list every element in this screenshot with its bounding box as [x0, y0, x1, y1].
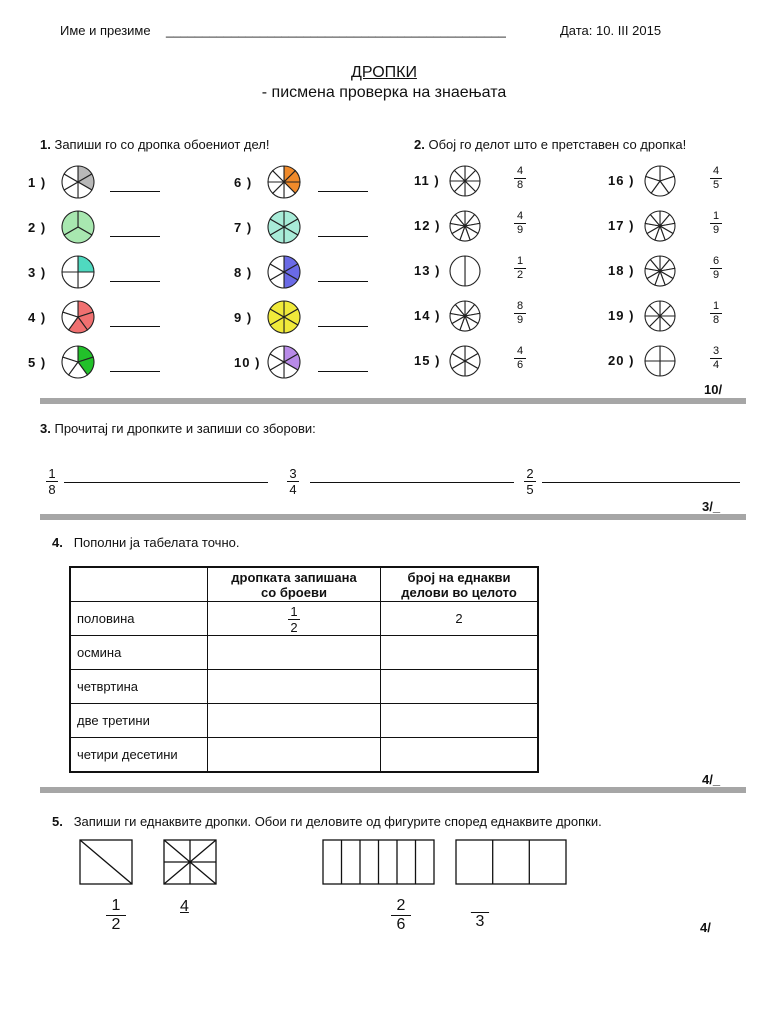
task5-number: 5.	[52, 814, 63, 829]
fraction-numerator: 1	[712, 210, 720, 222]
fraction-denominator: 4	[712, 359, 720, 371]
task1-text: Запиши го со дропка обоениот дел!	[54, 137, 270, 152]
fraction-numerator: 6	[712, 255, 720, 267]
item-number: 8 )	[234, 265, 253, 280]
name-blank[interactable]: _______________________________________________	[166, 23, 506, 38]
name-label: Име и презиме	[60, 23, 151, 38]
fraction-numerator: 2	[396, 897, 406, 914]
item-number: 9 )	[234, 310, 253, 325]
item-number: 1 )	[28, 175, 47, 190]
task4-number: 4.	[52, 535, 63, 550]
item-number: 11 )	[414, 173, 440, 188]
item-number: 16 )	[608, 173, 635, 188]
date-label: Дата: 10. III 2015	[560, 23, 662, 38]
fraction-denominator: 9	[712, 269, 720, 281]
item-number: 12 )	[414, 218, 441, 233]
item-number: 13 )	[414, 263, 441, 278]
item-number: 19 )	[608, 308, 635, 323]
fraction-denominator: 9	[516, 314, 524, 326]
fraction-denominator: 5	[712, 179, 720, 191]
fraction-numerator: 1	[48, 466, 56, 481]
item-number: 6 )	[234, 175, 253, 190]
item-number: 20 )	[608, 353, 635, 368]
fraction-numerator: 1	[290, 603, 298, 619]
header-line: со броеви	[261, 584, 327, 600]
fraction-numerator: 4	[516, 345, 524, 357]
task2-text: Обој го делот што е претставен со дропка!	[428, 137, 687, 152]
item-number: 14 )	[414, 308, 441, 323]
item-number: 5 )	[28, 355, 47, 370]
header-line: дропката запишана	[231, 569, 357, 585]
fraction-denominator: 4	[289, 482, 297, 497]
task5-fraction-1	[106, 898, 126, 933]
parts-cell[interactable]: 2	[381, 602, 539, 636]
item-number: 18 )	[608, 263, 635, 278]
task5-score: 4/	[700, 920, 711, 935]
fraction-numerator: 4	[516, 210, 524, 222]
fraction-numerator: 4	[712, 165, 720, 177]
task1-number: 1.	[40, 137, 51, 152]
task2-score: 10/	[704, 382, 723, 397]
worksheet-subtitle: - писмена проверка на знаењата	[261, 84, 507, 101]
item-number: 17 )	[608, 218, 635, 233]
item-number: 3 )	[28, 265, 47, 280]
header-line: делови во целото	[401, 584, 517, 600]
fraction-denominator: 8	[712, 314, 720, 326]
fraction-denominator: 9	[712, 224, 720, 236]
row-label: половина	[70, 602, 208, 636]
row-label: четвртина	[70, 670, 208, 704]
fraction-numerator: 3	[712, 345, 720, 357]
fraction-denominator: 2	[290, 619, 298, 635]
fraction-denominator: 2	[516, 269, 524, 281]
task3-number: 3.	[40, 421, 51, 436]
fraction-numerator: __	[471, 897, 489, 914]
fraction-numerator: 4	[516, 165, 524, 177]
task3-text: Прочитај ги дропките и запиши со зборови:	[54, 421, 316, 436]
fraction-numerator: 1	[111, 897, 121, 914]
task5-fraction-2-numerator[interactable]: 4	[180, 898, 189, 915]
header-line: број на еднакви	[407, 569, 511, 585]
task4-text: Пополни ја табелата точно.	[73, 535, 240, 550]
task4-score: 4/_	[702, 772, 721, 787]
worksheet-title: ДРОПКИ	[351, 64, 417, 81]
fraction-denominator: 9	[516, 224, 524, 236]
task5-fraction-4[interactable]	[470, 898, 490, 930]
fraction-numerator: 1	[712, 300, 720, 312]
item-number: 10 )	[234, 355, 261, 370]
fraction-denominator: 2	[111, 916, 121, 933]
rectangle-thirds-shape[interactable]	[456, 840, 566, 884]
item-number: 7 )	[234, 220, 253, 235]
item-number: 15 )	[414, 353, 441, 368]
item-number: 2 )	[28, 220, 47, 235]
fraction-numerator: 8	[516, 300, 524, 312]
task2-number: 2.	[414, 137, 425, 152]
fraction-denominator: 8	[48, 482, 56, 497]
task3-score: 3/_	[702, 499, 721, 514]
fraction-denominator: 6	[516, 359, 524, 371]
task5-text: Запиши ги еднаквите дропки. Обои ги деловите од фигурите според еднаквите дропки.	[73, 814, 602, 829]
row-label: осмина	[70, 636, 208, 670]
fraction-denominator: 3	[475, 913, 485, 930]
fraction-denominator: 6	[396, 916, 406, 933]
fraction-numerator: 3	[289, 466, 297, 481]
fraction-numerator: 1	[516, 255, 524, 267]
fraction-denominator: 5	[526, 482, 534, 497]
row-label: две третини	[70, 704, 208, 738]
task5-fraction-3	[391, 898, 411, 933]
row-label: четири десетини	[70, 738, 208, 773]
fraction-denominator: 8	[516, 179, 524, 191]
fraction-numerator: 2	[526, 466, 534, 481]
item-number: 4 )	[28, 310, 47, 325]
